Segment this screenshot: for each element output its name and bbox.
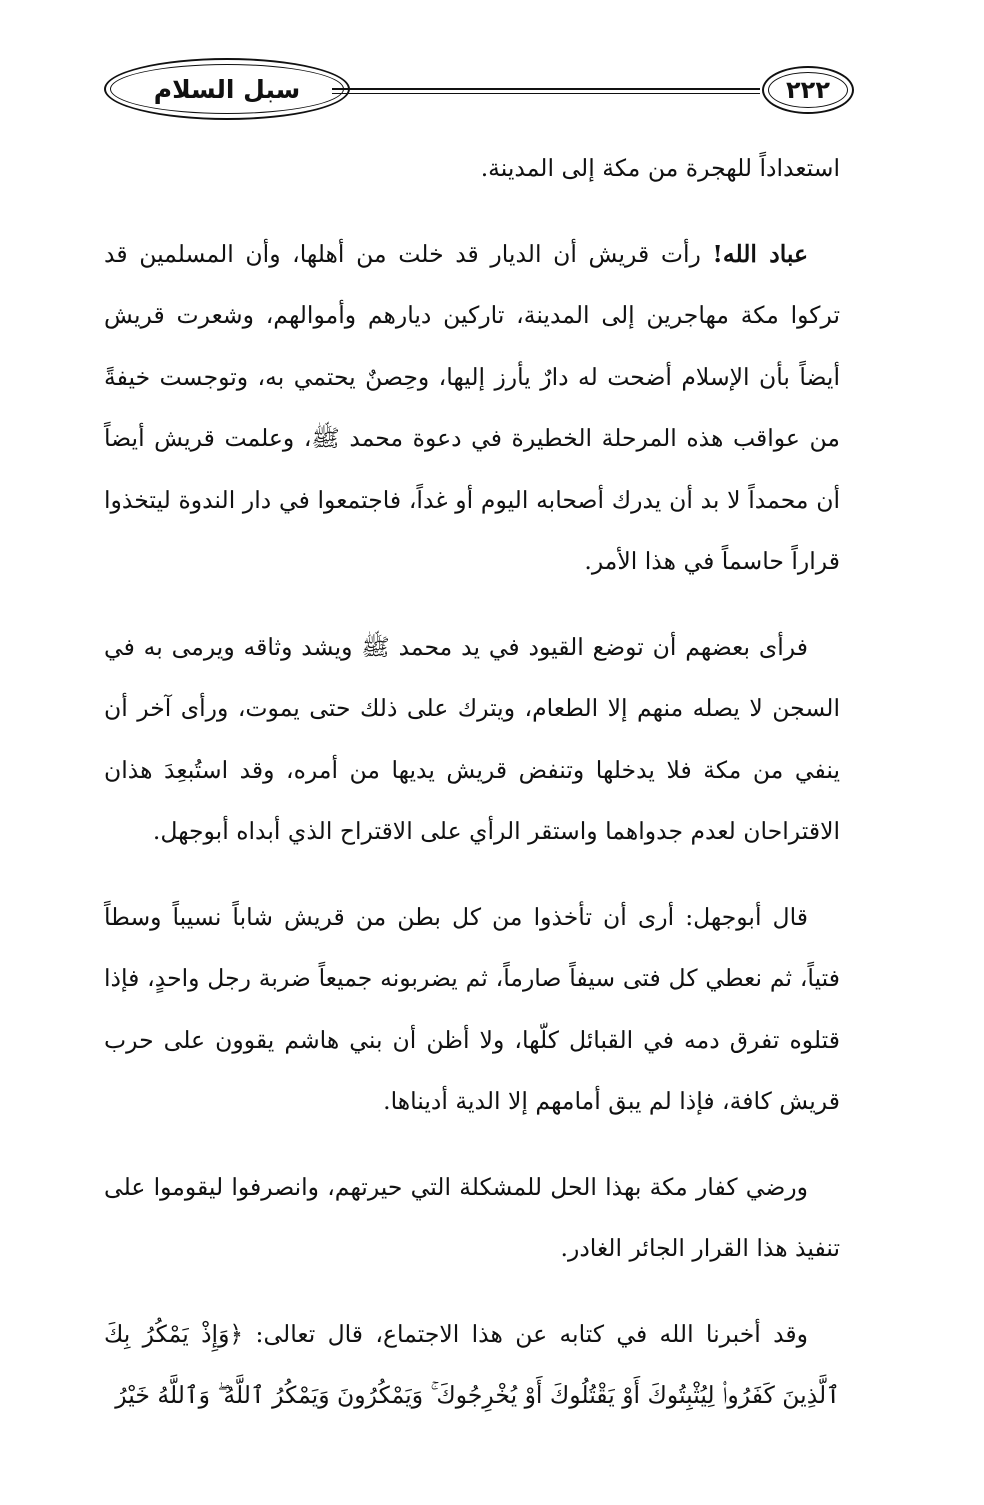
header-rule-thin <box>332 93 760 94</box>
paragraph-lead: عباد الله! <box>712 239 808 268</box>
book-title-frame <box>104 58 350 120</box>
paragraph-text: وقد أخبرنا الله في كتابه عن هذا الاجتماع، قال تعالى: ﴿وَإِذْ يَمْكُرُ بِكَ ٱلَّذِينَ كَفَرُوا۟ لِيُثْبِتُوكَ أَوْ يَقْتُلُوكَ أَوْ يُخْرِجُوكَ ۚ وَيَمْكُرُونَ وَيَمْكُرُ ٱللَّهُ ۖ وَٱللَّهُ خَيْرُ <box>104 1319 840 1409</box>
paragraph-3 <box>104 617 840 863</box>
page-header <box>102 58 856 122</box>
paragraph-2 <box>104 224 840 593</box>
page-number: ٢٢٢ <box>786 76 830 104</box>
paragraph-4 <box>104 887 840 1133</box>
page-number-frame <box>762 66 854 114</box>
paragraph-text: فرأى بعضهم أن توضع القيود في يد محمد ﷺ ويشد وثاقه ويرمى به في السجن لا يصله منهم إلا الطعام، ويترك على ذلك حتى يموت، ورأى آخر أن ينفي من مكة فلا يدخلها وتنفض قريش يديها من أمره، وقد استُبعِدَ هذان الاقتراحان لعدم جدواهما واستقر الرأي على الاقتراح الذي أبداه أبوجهل. <box>104 632 840 845</box>
paragraph-6 <box>104 1304 840 1427</box>
paragraph-text: ورضي كفار مكة بهذا الحل للمشكلة التي حيرتهم، وانصرفوا ليقوموا على تنفيذ هذا القرار الجائر الغادر. <box>104 1172 840 1262</box>
paragraph-text: قال أبوجهل: أرى أن تأخذوا من كل بطن من قريش شاباً نسيباً وسطاً فتياً، ثم نعطي كل فتى سيفاً صارماً، ثم يضربونه جميعاً ضربة رجل واحدٍ، فإذا قتلوه تفرق دمه في القبائل كلّها، ولا أظن أن بني هاشم يقوون على حرب قريش كافة، فإذا لم يبق أمامهم إلا الدية أديناها. <box>104 902 840 1115</box>
header-rule <box>332 88 760 90</box>
paragraph-text: رأت قريش أن الديار قد خلت من أهلها، وأن المسلمين قد تركوا مكة مهاجرين إلى المدينة، تاركين ديارهم وأموالهم، وشعرت قريش أيضاً بأن الإسلام أضحت له دارٌ يأرز إليها، وحِصنٌ يحتمي به، وتوجست خيفةً من عواقب هذه المرحلة الخطيرة في دعوة محمد ﷺ، وعلمت قريش أيضاً أن محمداً لا بد أن يدرك أصحابه اليوم أو غداً، فاجتمعوا في دار الندوة ليتخذوا قراراً حاسماً في هذا الأمر. <box>104 239 840 575</box>
paragraph-5 <box>104 1157 840 1280</box>
book-title: سبل السلام <box>153 74 301 104</box>
paragraph-1 <box>104 138 840 200</box>
paragraph-text: استعداداً للهجرة من مكة إلى المدينة. <box>480 154 840 182</box>
page-body <box>104 138 840 1427</box>
